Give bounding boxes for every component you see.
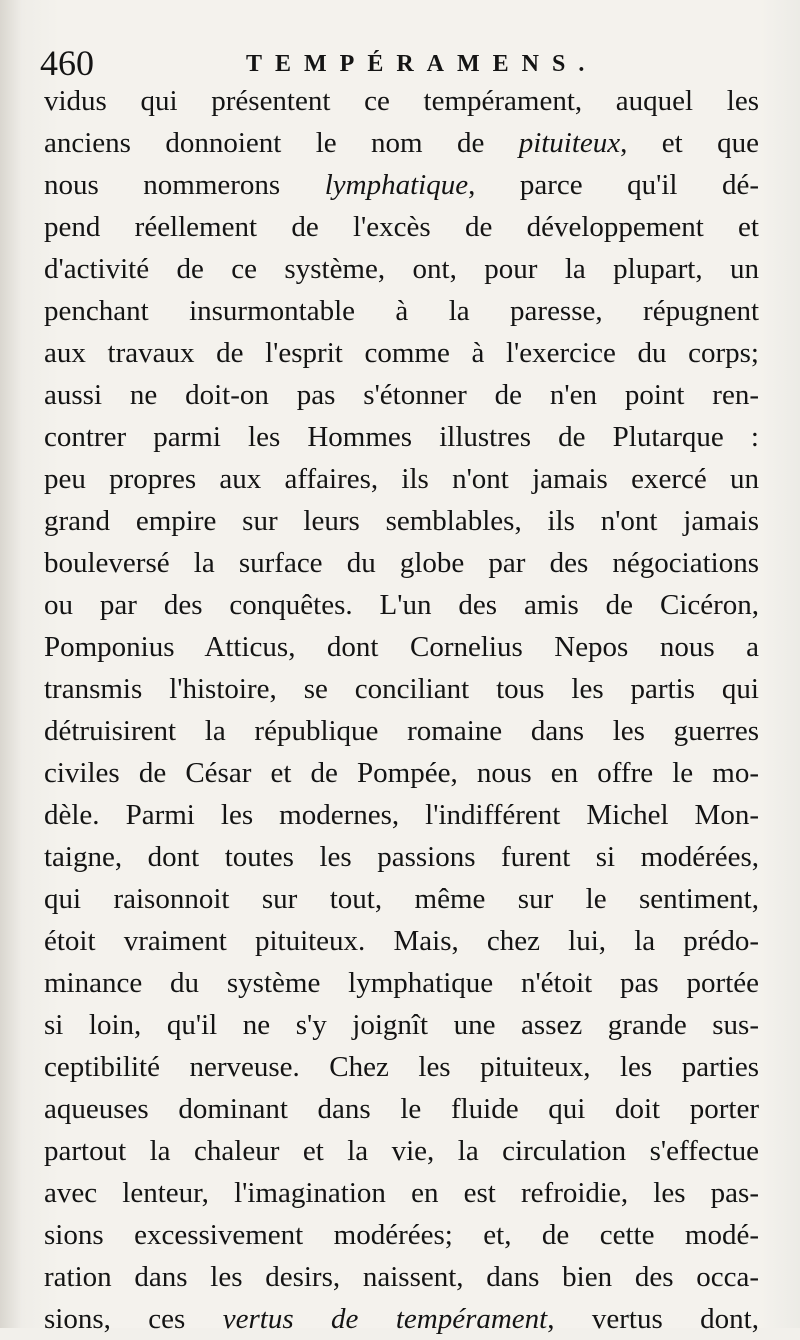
italic-term: lymphatique [324, 169, 469, 201]
text-line [44, 1088, 759, 1130]
text-line [44, 1214, 759, 1256]
text-segment: sions excessivement modérées; et, de cette modé- [44, 1219, 759, 1251]
text-segment: ou par des conquêtes. L'un des amis de Cicéron, [44, 589, 759, 621]
text-segment: pend réellement de l'excès de développement et [44, 211, 759, 243]
text-line [44, 500, 759, 542]
text-segment: anciens donnoient le nom de [44, 127, 519, 159]
text-segment: peu propres aux affaires, ils n'ont jamais exercé un [44, 463, 759, 495]
text-line [44, 122, 759, 164]
italic-term: pituiteux [518, 127, 621, 159]
text-segment: taigne, dont toutes les passions furent si modérées, [44, 841, 759, 873]
text-segment: Pomponius Atticus, dont Cornelius Nepos nous a [44, 631, 759, 663]
text-segment: aussi ne doit-on pas s'étonner de n'en point ren- [44, 379, 759, 411]
text-line [44, 1004, 759, 1046]
text-segment: nous nommerons [44, 169, 325, 201]
text-segment: civiles de César et de Pompée, nous en offre le mo- [44, 757, 759, 789]
text-segment: penchant insurmontable à la paresse, répugnent [44, 295, 759, 327]
running-head: TEMPÉRAMENS. [246, 51, 598, 77]
page-number: 460 [40, 43, 94, 83]
text-line [44, 206, 759, 248]
text-segment: vidus qui présentent ce tempérament, auquel les [44, 85, 759, 117]
text-segment: contrer parmi les Hommes illustres de Plutarque : [44, 421, 759, 453]
text-segment: aqueuses dominant dans le fluide qui doit porter [44, 1093, 759, 1125]
text-line [44, 1130, 759, 1172]
text-segment: si loin, qu'il ne s'y joignît une assez grande sus- [44, 1009, 759, 1041]
text-line [44, 1256, 759, 1298]
text-line [44, 626, 759, 668]
text-segment: sions, ces [44, 1303, 223, 1335]
body-text [44, 80, 759, 1340]
text-line [44, 836, 759, 878]
text-line [44, 584, 759, 626]
text-line [44, 164, 759, 206]
text-segment: , vertus dont, [547, 1303, 759, 1335]
text-line [44, 710, 759, 752]
text-line [44, 1172, 759, 1214]
text-line [44, 752, 759, 794]
text-segment: détruisirent la république romaine dans les guerres [44, 715, 759, 747]
text-line [44, 1298, 759, 1340]
text-segment: minance du système lymphatique n'étoit pas portée [44, 967, 759, 999]
text-segment: étoit vraiment pituiteux. Mais, chez lui, la prédo- [44, 925, 759, 957]
text-line [44, 920, 759, 962]
text-segment: d'activité de ce système, ont, pour la plupart, un [44, 253, 759, 285]
italic-term: vertus de tempérament [222, 1303, 548, 1335]
text-line [44, 962, 759, 1004]
text-line [44, 332, 759, 374]
text-segment: , parce qu'il dé- [468, 169, 760, 201]
text-segment: avec lenteur, l'imagination en est refroidie, les pas- [44, 1177, 759, 1209]
text-line [44, 458, 759, 500]
text-line [44, 248, 759, 290]
text-line [44, 374, 759, 416]
text-segment: transmis l'histoire, se conciliant tous les partis qui [44, 673, 759, 705]
text-line [44, 794, 759, 836]
text-segment: grand empire sur leurs semblables, ils n'ont jamais [44, 505, 759, 537]
text-segment: aux travaux de l'esprit comme à l'exercice du corps; [44, 337, 759, 369]
text-segment: dèle. Parmi les modernes, l'indifférent Michel Mon- [44, 799, 759, 831]
text-segment: bouleversé la surface du globe par des négociations [44, 547, 759, 579]
text-line [44, 668, 759, 710]
text-line [44, 80, 759, 122]
text-segment: partout la chaleur et la vie, la circulation s'effectue [44, 1135, 759, 1167]
text-line [44, 878, 759, 920]
text-line [44, 290, 759, 332]
text-segment: ration dans les desirs, naissent, dans bien des occa- [44, 1261, 759, 1293]
text-line [44, 1046, 759, 1088]
text-segment: ceptibilité nerveuse. Chez les pituiteux, les parties [44, 1051, 759, 1083]
text-line [44, 416, 759, 458]
text-line [44, 542, 759, 584]
text-segment: , et que [620, 127, 759, 159]
text-segment: qui raisonnoit sur tout, même sur le sentiment, [44, 883, 759, 915]
